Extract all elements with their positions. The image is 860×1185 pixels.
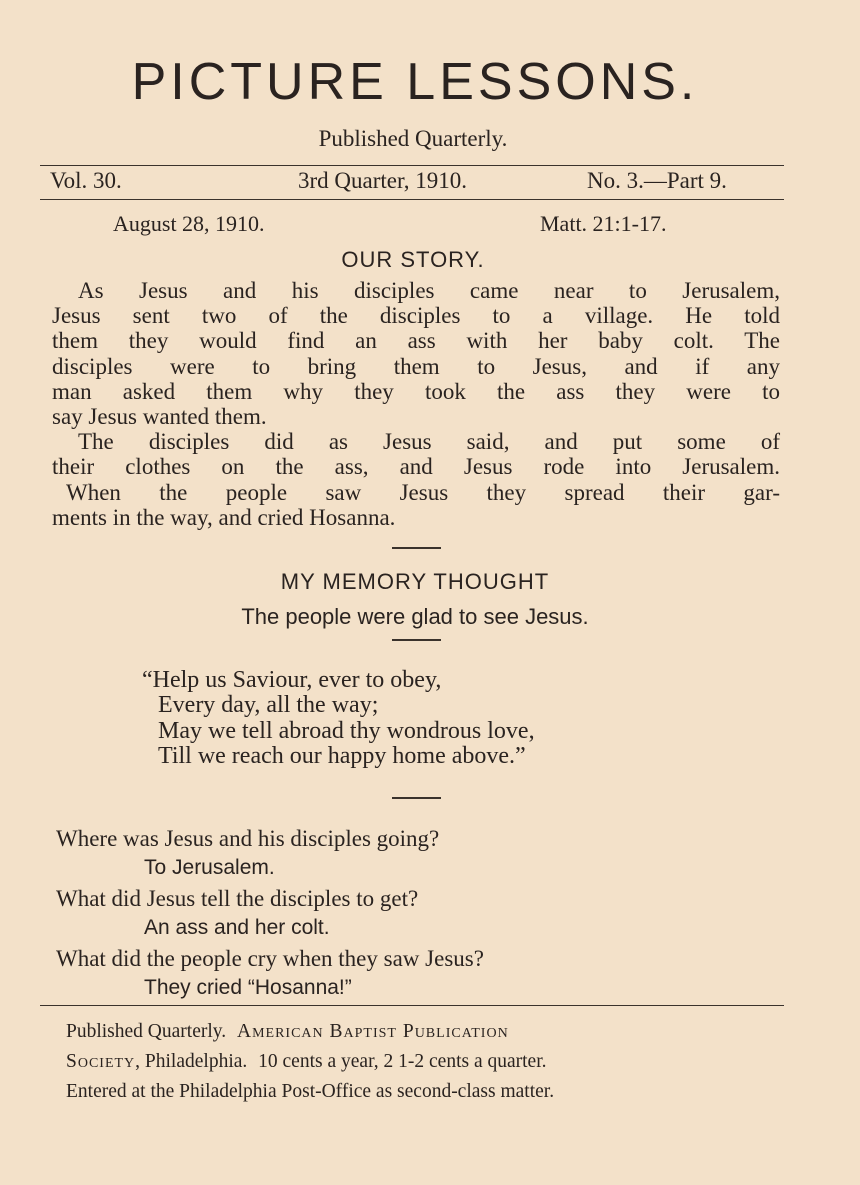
story-line: As Jesus and his disciples came near to Jerusalem, (78, 278, 780, 303)
publisher-society: Society (66, 1051, 136, 1072)
publication-frequency: Published Quarterly. (318, 126, 508, 151)
question: Where was Jesus and his disciples going? (56, 826, 440, 851)
answer: To Jerusalem. (144, 856, 275, 879)
memory-thought: The people were glad to see Jesus. (241, 604, 589, 629)
story-text (52, 278, 780, 530)
footer-line (66, 1047, 554, 1077)
header-rule-top (40, 165, 784, 166)
story-line: ments in the way, and cried Hosanna. (52, 504, 396, 530)
poem-line: Till we reach our happy home above.” (158, 742, 526, 769)
question: What did Jesus tell the disciples to get? (56, 886, 419, 911)
story-line: When the people saw Jesus they spread their gar- (66, 479, 780, 505)
story-line: Jesus sent two of the disciples to a village. He told (52, 303, 780, 329)
publisher-footer (66, 1017, 554, 1107)
lesson-date: August 28, 1910. (113, 211, 265, 236)
publisher-name: American Baptist Publication (237, 1021, 509, 1042)
story-line: their clothes on the ass, and Jesus rode into Jerusalem. (52, 454, 780, 480)
poem-line: May we tell abroad thy wondrous love, (158, 717, 535, 744)
poem-line: “Help us Saviour, ever to obey, (142, 667, 442, 693)
answer: They cried “Hosanna!” (144, 976, 352, 999)
page-title: PICTURE LESSONS. (131, 53, 699, 111)
story-line: man asked them why they took the ass they were to (52, 378, 780, 404)
memory-heading: MY MEMORY THOUGHT (280, 569, 550, 594)
section-divider (392, 797, 441, 799)
story-line: say Jesus wanted them. (52, 404, 267, 430)
header-rule-bottom (40, 199, 784, 200)
section-divider (392, 547, 441, 549)
section-divider (392, 639, 441, 641)
scripture-reference: Matt. 21:1-17. (540, 211, 667, 236)
story-line: them they would find an ass with her baby colt. The (52, 328, 780, 354)
subscription-price: 10 cents a year, 2 1-2 cents a quarter. (258, 1051, 547, 1072)
footer-rule (40, 1005, 784, 1006)
questions-list (56, 826, 484, 1006)
quarter-label: 3rd Quarter, 1910. (298, 168, 467, 193)
poem (142, 668, 535, 769)
poem-line: Every day, all the way; (158, 692, 379, 719)
issue-number: No. 3.—Part 9. (587, 168, 727, 193)
story-line: The disciples did as Jesus said, and put some of (78, 429, 780, 455)
footer-frequency: Published Quarterly. (66, 1021, 227, 1042)
volume-number: Vol. 30. (50, 168, 122, 193)
publisher-city: , Philadelphia. (135, 1051, 248, 1072)
postal-notice: Entered at the Philadelphia Post-Office as second-class matter. (66, 1081, 555, 1102)
question: What did the people cry when they saw Jesus? (56, 946, 484, 971)
answer: An ass and her colt. (144, 916, 330, 939)
story-heading: OUR STORY. (341, 247, 485, 272)
story-line: disciples were to bring them to Jesus, and if any (52, 353, 780, 379)
footer-line (66, 1017, 554, 1047)
